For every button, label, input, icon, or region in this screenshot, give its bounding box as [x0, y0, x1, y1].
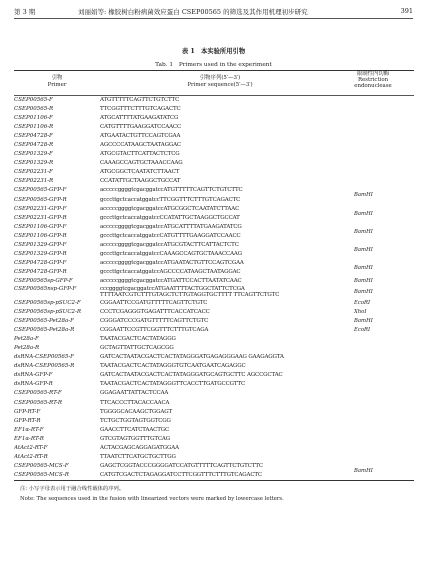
primer-sequence [100, 114, 336, 123]
sequence-text: gcccttgctcaccatggatccCCATATTGCTAAGGCTGCCAT [100, 214, 240, 221]
sequence-text: AGCCCCATAAGCTAATAGGAC [100, 142, 181, 149]
primer-name: CSEP01329-GFP-F [14, 241, 67, 248]
sequence-text: gcccttgctcaccatggatccCAAAGCCAGTGCTAAACCAAG [100, 250, 243, 257]
sequence-text: acccccggggtcgacggatccATGAATACTGTTCCAGTCGAA [100, 259, 244, 266]
primer-name: CSEP00565-RT-F [14, 390, 62, 397]
sequence-text: GCTAGTTATTGCTCAGCGG [100, 345, 174, 352]
restriction-enzyme: BamHI [354, 278, 373, 284]
primer-sequence [100, 471, 336, 480]
sequence-text: acccccggggtcgacggatccATGCATTTTATGAAGATATCG [100, 223, 242, 230]
sequence-text: GTCGTAGTGGTTTGTCAG [100, 435, 170, 442]
table-row [14, 399, 414, 408]
note-en: Note: The sequences used in the fusion with linearized vectors were marked by lowercase letters. [20, 495, 284, 502]
table-row [14, 159, 414, 168]
primer-sequence [100, 435, 336, 444]
sequence-text: TTCACCCTTACACCAACA [100, 399, 170, 406]
primer-name: CSEP04728-GFP-F [14, 259, 67, 266]
table-header [14, 71, 414, 95]
primer-sequence [100, 408, 336, 417]
column-header-sequence: 引物序列(5′—3′) Primer sequence(5′—3′) [187, 75, 253, 88]
primer-name: AtAct2-RT-F [14, 444, 48, 451]
primer-sequence [100, 299, 336, 308]
column-header-enzyme: 限制性内切酶 Restriction endonuclease [354, 71, 392, 89]
restriction-enzyme: BamHI [354, 228, 373, 235]
table-row [14, 371, 414, 380]
sequence-text: GAACCTTCATCTAACTGC [100, 426, 170, 433]
restriction-enzyme: EcoRI [354, 300, 371, 306]
sequence-text: GATCACTAATACGACTCACTATAGGGATGAGAGGGAAG GAAGAGGTA [100, 354, 284, 361]
primer-sequence [100, 389, 336, 398]
restriction-enzyme: BamHI [354, 264, 373, 271]
sequence-text: TAATACGACTCACTATAGGGTTCACCTTGATGCCGTTC [100, 381, 246, 388]
table-row [14, 353, 414, 362]
table-row [14, 380, 414, 389]
table-caption-en: Tab. 1 Primers used in the experiment [155, 62, 272, 68]
table-row [14, 389, 414, 398]
primer-sequence [100, 362, 336, 371]
primer-name: AtAct2-RT-R [14, 453, 48, 460]
sequence-text: ATGAATACTGTTCCAGTCGAA [100, 133, 181, 140]
sequence-text: gcccttgctcaccatggatccTTCGGTTTCTTTGTCAGACTC [100, 196, 241, 203]
restriction-enzyme: XhoI [354, 309, 367, 315]
primer-sequence [100, 268, 336, 277]
primer-name: CSEP02231-GFP-R [14, 214, 67, 221]
sequence-text: ACTACGAGCAGGAGATGGAA [100, 444, 179, 451]
primer-name: CSEP00565-MCS-F [14, 462, 69, 469]
primer-sequence [100, 308, 336, 317]
sequence-text: CCCTCGAGGGTGAGATTTCACCATCACC [100, 309, 210, 316]
primer-sequence [100, 453, 336, 462]
sequence-text: acccccggggtcgacggatccATGTTTTTCAGTTCTGTCTTC [100, 187, 243, 194]
primer-sequence [100, 232, 336, 241]
primer-sequence [100, 223, 336, 232]
primer-name: CSEP01329-GFP-R [14, 250, 67, 257]
primer-name: GFP-RT-F [14, 408, 41, 415]
table-row [14, 168, 414, 177]
primer-name: CSEP01106-GFP-F [14, 223, 67, 230]
primer-name: CSEP00565-RT-R [14, 399, 63, 406]
restriction-enzyme: BamHI [354, 246, 373, 253]
primer-name: CSEP04728-GFP-R [14, 268, 67, 275]
primer-name: CSEP00565-GFP-R [14, 196, 67, 203]
primer-sequence [100, 123, 336, 132]
restriction-enzyme: BamHI [354, 318, 373, 324]
primer-name: CSEP00565-F [14, 97, 53, 103]
sequence-text: TGGGGCACAAGCTGGAGT [100, 408, 172, 415]
primer-sequence [100, 150, 336, 159]
primer-sequence [100, 205, 336, 214]
primer-sequence [100, 186, 336, 195]
sequence-text: gcccttgctcaccatggatccAGCCCCATAAGCTAATAGGAC [100, 268, 241, 275]
primer-sequence [100, 214, 336, 223]
running-title: 刘丽娟等: 橡胶树白粉病菌效应蛋白 CSEP00565 的筛选及其作用机理初步研究 [78, 8, 308, 16]
table-notes [14, 484, 414, 504]
primer-name: CSEP04728-F [14, 133, 53, 140]
primer-name: CSEP00565sp-GFP-F [14, 277, 73, 284]
primer-sequence [100, 353, 336, 362]
table-row [14, 96, 414, 105]
table-captions [0, 46, 427, 68]
sequence-text: gcccttgctcaccatggatccCATGTTTTGAAGGATCCAACC [100, 232, 241, 239]
table-row [14, 123, 414, 132]
table-row [14, 426, 414, 435]
primer-sequence [100, 250, 336, 259]
sequence-text: GAGCTCGGTACCCGGGGATCCATGTTTTTCAGTTCTGTCTTC [100, 462, 263, 469]
column-header-primer: 引物 Primer [47, 75, 67, 88]
primer-sequence [100, 286, 336, 298]
table-caption-zh: 表 1 本实验所用引物 [181, 48, 246, 55]
table-row [14, 417, 414, 426]
primer-name: CSEP01106-R [14, 124, 54, 131]
primer-sequence [100, 344, 336, 353]
primer-sequence [100, 132, 336, 141]
restriction-enzyme: BamHI [354, 192, 373, 198]
primer-sequence [100, 277, 336, 286]
primer-sequence [100, 141, 336, 150]
page-number: 391 [400, 7, 413, 15]
sequence-text: TCTGCTGGTAGTGGTCGG [100, 417, 171, 424]
primer-sequence [100, 335, 336, 344]
primer-sequence [100, 96, 336, 105]
issue-number: 第 3 期 [14, 8, 36, 16]
primer-name: CSEP00565sp-pSUC2-F [14, 299, 81, 306]
primer-name: dsRNA-CSEP00565-F [14, 354, 74, 361]
sequence-text: ATGCATTTTATGAAGATATCG [100, 115, 179, 122]
primer-name: CSEP01329-R [14, 160, 54, 167]
restriction-enzyme: BamHI [354, 289, 373, 295]
table-row [14, 444, 414, 453]
table-row [14, 150, 414, 159]
sequence-text: GGAGAATTATTACTCCAA [100, 390, 169, 397]
sequence-text: CGGAATTCCGATGTTTTTCAGTTCTGTC [100, 299, 208, 306]
primer-name: Pet28a-F [14, 336, 39, 343]
sequence-text: TAATACGACTCACTATAGGG [100, 336, 176, 343]
primer-table [14, 70, 414, 504]
primer-name: CSEP00565-Pet28a-R [14, 327, 75, 334]
table-row [14, 114, 414, 123]
primer-name: EF1α-RT-F [14, 426, 44, 433]
sequence-text: CGGGATCCCGATGTTTTTCAGTTCTGTC [100, 318, 209, 325]
sequence-text: ATGCGGCTCAATATCTTAACT [100, 169, 180, 176]
sequence-text: TTCGGTTTCTTTGTCAGACTC [100, 106, 181, 113]
primer-name: CSEP00565-GFP-F [14, 187, 67, 194]
primer-sequence [100, 168, 336, 177]
primer-sequence [100, 259, 336, 268]
primer-sequence [100, 326, 336, 335]
primer-name: dsRNA-GFP-R [14, 381, 53, 388]
primer-name: CSEP02231-GFP-F [14, 205, 67, 212]
sequence-text: acccccggggtcgacggatccATGCGGCTCAATATCTTAAC [100, 205, 240, 212]
primer-sequence [100, 317, 336, 326]
table-row [14, 177, 414, 186]
primer-sequence [100, 241, 336, 250]
sequence-text: cccggggtcgacggatccATGAATTTTACTGGCTATTCTCGA [100, 285, 245, 292]
primer-name: CSEP02231-F [14, 169, 53, 176]
table-bottom-rule [14, 480, 414, 481]
primer-name: GFP-RT-R [14, 417, 41, 424]
table-row [14, 132, 414, 141]
sequence-text: TTAATCTTCATGCTGCTTGG [100, 453, 176, 460]
sequence-text: GATCACTAATACGACTCACTATAGGGATGCAGTGCTTC AGCCGCTAC [100, 372, 283, 379]
primer-sequence [100, 426, 336, 435]
sequence-text: ATGCGTACTTCATTACTCTCG [100, 151, 180, 158]
sequence-text: CAAAGCCAGTGCTAAACCAAG [100, 160, 183, 167]
sequence-text: CGGAATTCCGTTCGGTTTCTTTGTCAGA [100, 327, 209, 334]
primer-name: dsRNA-GFP-F [14, 372, 53, 379]
sequence-text: ATGTTTTTCAGTTCTGTCTTC [100, 97, 180, 103]
primer-sequence [100, 177, 336, 186]
sequence-text-continued: TTTTAATCGTCTTTGTAGCTCTTGTAGGTGCTTTT TTCAGTTCTGTC [100, 291, 280, 298]
sequence-text: TAATACGACTCACTATAGGGTGTCAATGAATCAGAGGC [100, 363, 246, 370]
primer-name: CSEP00565-MCS-R [14, 471, 69, 478]
table-row [14, 335, 414, 344]
restriction-enzyme: BamHI [354, 210, 373, 217]
primer-sequence [100, 462, 336, 471]
sequence-text: CCATATTGCTAAGGCTGCCAT [100, 178, 181, 185]
sequence-text: acccccggggtcgacggatccATGATTCCACTTAATATCAAC [100, 277, 242, 284]
table-row [14, 141, 414, 150]
primer-sequence [100, 196, 336, 205]
primer-name: CSEP04728-R [14, 142, 54, 149]
table-body [14, 96, 414, 480]
primer-sequence [100, 380, 336, 389]
primer-name: dsRNA-CSEP00565-R [14, 363, 75, 370]
primer-name: Pet28a-R [14, 345, 40, 352]
table-row [14, 105, 414, 114]
sequence-text: CATGTCGACTCTAGAGGATCCTTCGGTTTCTTTGTCAGACTC [100, 471, 262, 478]
table-row [14, 453, 414, 462]
primer-name: CSEP02231-R [14, 178, 54, 185]
note-zh: 注: 小写字母表示用于融合线性载体的序列。 [20, 485, 125, 492]
sequence-text: acccccggggtcgacggatccATGCGTACTTCATTACTCTC [100, 241, 239, 248]
primer-name: CSEP00565nsp-GFP-F [14, 285, 77, 292]
primer-sequence [100, 159, 336, 168]
primer-name: CSEP01329-F [14, 151, 53, 158]
table-row [14, 362, 414, 371]
restriction-enzyme: BamHI [354, 467, 373, 474]
primer-sequence [100, 417, 336, 426]
primer-sequence [100, 444, 336, 453]
primer-name: CSEP01106-F [14, 115, 53, 122]
page-header [14, 6, 413, 19]
primer-name: CSEP00565-Pet28a-F [14, 318, 74, 325]
primer-sequence [100, 399, 336, 408]
sequence-text: CATGTTTTGAAGGATCCAACC [100, 124, 182, 131]
restriction-enzyme: EcoRI [354, 327, 371, 333]
primer-name: EF1α-RT-R [14, 435, 44, 442]
table-row [14, 435, 414, 444]
primer-name: CSEP00565sp-pSUC2-R [14, 309, 82, 316]
primer-name: CSEP00565-R [14, 106, 54, 113]
primer-name: CSEP01106-GFP-R [14, 232, 67, 239]
table-row [14, 408, 414, 417]
primer-sequence [100, 371, 336, 380]
table-row [14, 344, 414, 353]
primer-sequence [100, 105, 336, 114]
